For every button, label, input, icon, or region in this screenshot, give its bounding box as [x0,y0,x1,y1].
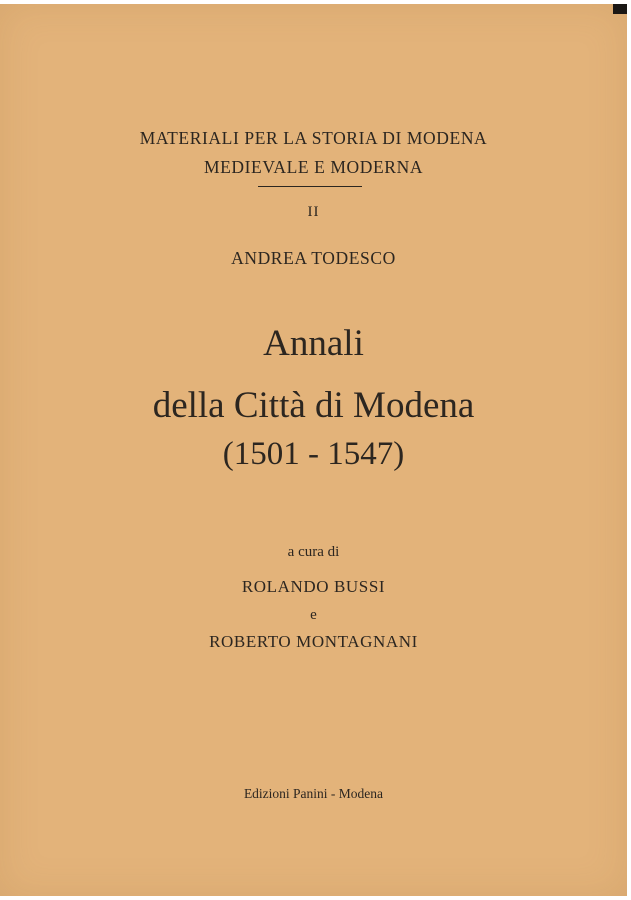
editor-conjunction: e [310,607,317,623]
book-title-years: (1501 - 1547) [222,436,405,472]
series-title-line-2: MEDIEVALE E MODERNA [203,157,424,177]
book-title-line-2: della Città di Modena [152,385,475,426]
series-divider [258,186,362,187]
editor-name-1: ROLANDO BUSSI [241,577,386,596]
book-title-line-1: Annali [263,323,364,364]
scan-corner-shadow [613,4,627,14]
volume-number: II [307,204,320,220]
edited-by-label: a cura di [287,544,340,560]
book-cover [0,4,627,896]
series-title-line-1: MATERIALI PER LA STORIA DI MODENA [139,128,488,148]
editor-name-2: ROBERTO MONTAGNANI [209,632,418,651]
publisher-imprint: Edizioni Panini - Modena [243,786,384,801]
author-name: ANDREA TODESCO [231,248,396,268]
